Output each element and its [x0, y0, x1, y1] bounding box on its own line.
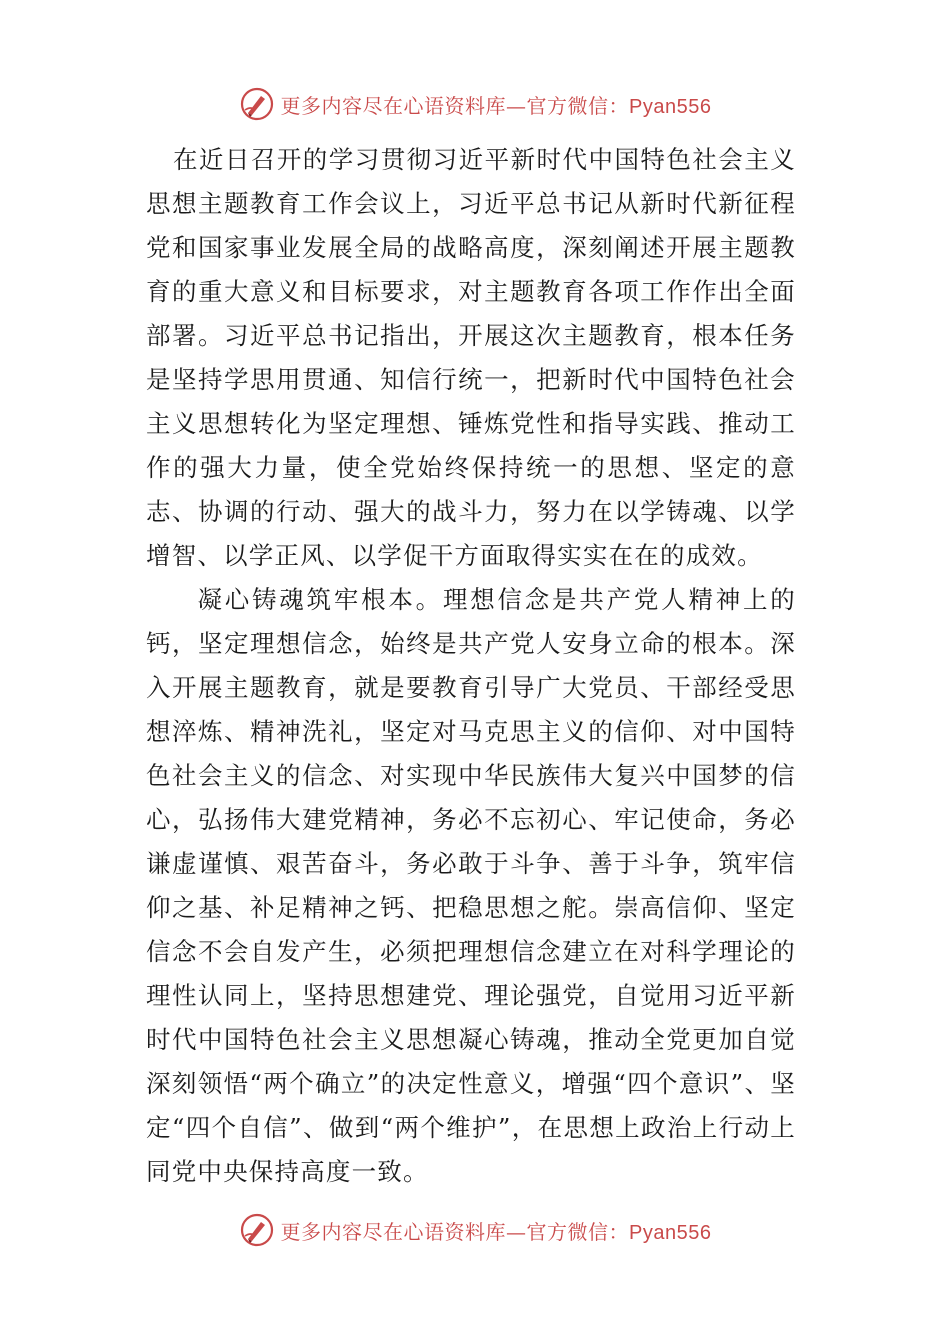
watermark-text: 更多内容尽在心语资料库—官方微信：Pyan556: [280, 1219, 712, 1244]
header-watermark: [0, 84, 950, 124]
document-body: [146, 138, 796, 1194]
paragraph: 在近日召开的学习贯彻习近平新时代中国特色社会主义思想主题教育工作会议上，习近平总书记从新时代新征程党和国家事业发展全局的战略高度，深刻阐述开展主题教育的重大意义和目标要求，对主题教育各项工作作出全面部署。习近平总书记指出，开展这次主题教育，根本任务是坚持学思用贯通、知信行统一，把新时代中国特色社会主义思想转化为坚定理想、锤炼党性和指导实践、推动工作的强大力量，使全党始终保持统一的思想、坚定的意志、协调的行动、强大的战斗力，努力在以学铸魂、以学增智、以学正风、以学促干方面取得实实在在的成效。: [146, 145, 796, 570]
footer-watermark: [0, 1210, 950, 1250]
pen-logo-icon: [239, 86, 275, 122]
pen-logo-icon: [239, 1212, 275, 1248]
paragraph: 凝心铸魂筑牢根本。理想信念是共产党人精神上的钙，坚定理想信念，始终是共产党人安身立命的根本。深入开展主题教育，就是要教育引导广大党员、干部经受思想淬炼、精神洗礼，坚定对马克思主义的信仰、对中国特色社会主义的信念、对实现中华民族伟大复兴中国梦的信心，弘扬伟大建党精神，务必不忘初心、牢记使命，务必谦虚谨慎、艰苦奋斗，务必敢于斗争、善于斗争，筑牢信仰之基、补足精神之钙、把稳思想之舵。崇高信仰、坚定信念不会自发产生，必须把理想信念建立在对科学理论的理性认同上，坚持思想建党、理论强党，自觉用习近平新时代中国特色社会主义思想凝心铸魂，推动全党更加自觉深刻领悟“两个确立”的决定性意义，增强“四个意识”、坚定“四个自信”、做到“两个维护”，在思想上政治上行动上同党中央保持高度一致。: [146, 585, 796, 1186]
watermark-text: 更多内容尽在心语资料库—官方微信：Pyan556: [280, 93, 712, 118]
